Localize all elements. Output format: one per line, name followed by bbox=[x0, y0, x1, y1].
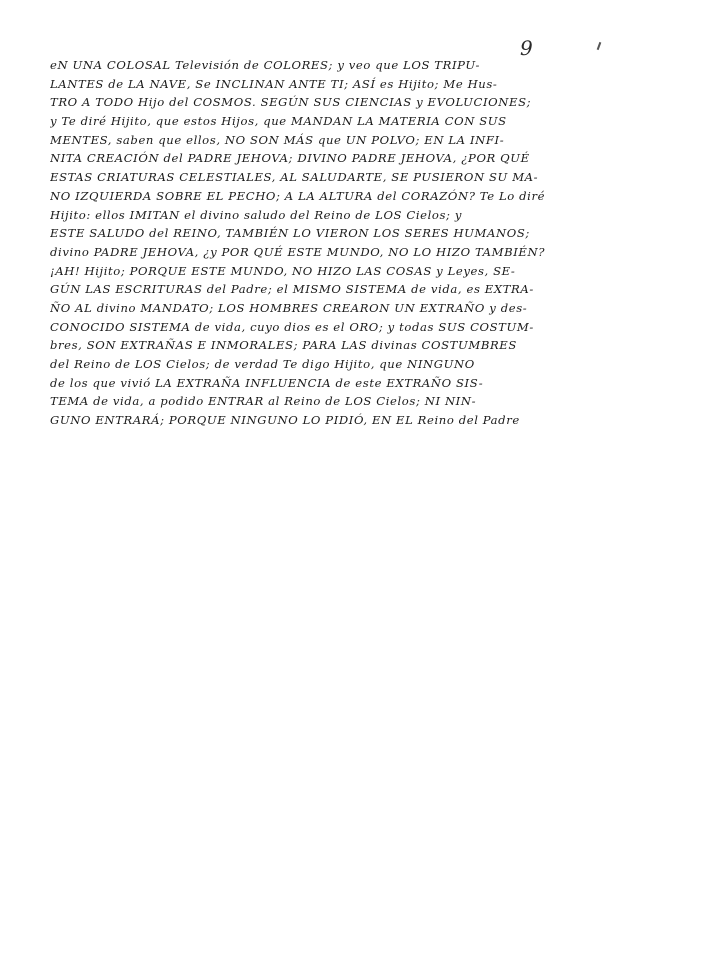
text-line: de los que vivió LA EXTRAÑA INFLUENCIA de este EXTRAÑO SIS- bbox=[50, 375, 484, 390]
text-line: Hijito: ellos IMITAN el divino saludo del Reino de LOS Cielos; y bbox=[50, 207, 462, 222]
text-line: bres, SON EXTRAÑAS E INMORALES; PARA LAS divinas COSTUMBRES bbox=[50, 338, 517, 353]
page-number: 9 bbox=[520, 36, 533, 60]
text-line: ÑO AL divino MANDATO; LOS HOMBRES CREARON UN EXTRAÑO y des- bbox=[50, 300, 528, 315]
text-line: ¡AH! Hijito; PORQUE ESTE MUNDO, NO HIZO LAS COSAS y Leyes, SE- bbox=[50, 263, 516, 278]
text-line: NO IZQUIERDA SOBRE EL PECHO; A LA ALTURA del CORAZÓN? Te Lo diré bbox=[50, 188, 546, 203]
text-line: CONOCIDO SISTEMA de vida, cuyo dios es el ORO; y todas SUS COSTUM- bbox=[50, 319, 534, 334]
text-line: eN UNA COLOSAL Televisión de COLORES; y veo que LOS TRIPU- bbox=[50, 58, 481, 72]
text-line: NITA CREACIÓN del PADRE JEHOVA; DIVINO PADRE JEHOVA, ¿POR QUÉ bbox=[50, 151, 530, 166]
text-line: y Te diré Hijito, que estos Hijos, que MANDAN LA MATERIA CON SUS bbox=[50, 114, 507, 129]
pen-mark bbox=[597, 42, 602, 50]
text-line: GÚN LAS ESCRITURAS del Padre; el MISMO SISTEMA de vida, es EXTRA- bbox=[50, 282, 534, 297]
text-line: TRO A TODO Hijo del COSMOS. SEGÚN SUS CIENCIAS y EVOLUCIONES; bbox=[50, 95, 532, 110]
text-line: MENTES, saben que ellos, NO SON MÁS que UN POLVO; EN LA INFI- bbox=[50, 132, 505, 147]
text-line: GUNO ENTRARÁ; PORQUE NINGUNO LO PIDIÓ, EN EL Reino del Padre bbox=[50, 413, 520, 428]
text-line: del Reino de LOS Cielos; de verdad Te digo Hijito, que NINGUNO bbox=[50, 357, 475, 371]
text-line: divino PADRE JEHOVA, ¿y POR QUÉ ESTE MUNDO, NO LO HIZO TAMBIÉN? bbox=[50, 244, 546, 259]
text-line: TEMA de vida, a podido ENTRAR al Reino de LOS Cielos; NI NIN- bbox=[50, 394, 477, 409]
text-line: ESTAS CRIATURAS CELESTIALES, AL SALUDARTE, SE PUSIERON SU MA- bbox=[50, 170, 539, 185]
text-line: ESTE SALUDO del REINO, TAMBIÉN LO VIERON LOS SERES HUMANOS; bbox=[50, 226, 530, 241]
text-line: LANTES de LA NAVE, Se INCLINAN ANTE TI; ASÍ es Hijito; Me Hus- bbox=[50, 76, 498, 91]
handwritten-text-block bbox=[50, 56, 666, 430]
